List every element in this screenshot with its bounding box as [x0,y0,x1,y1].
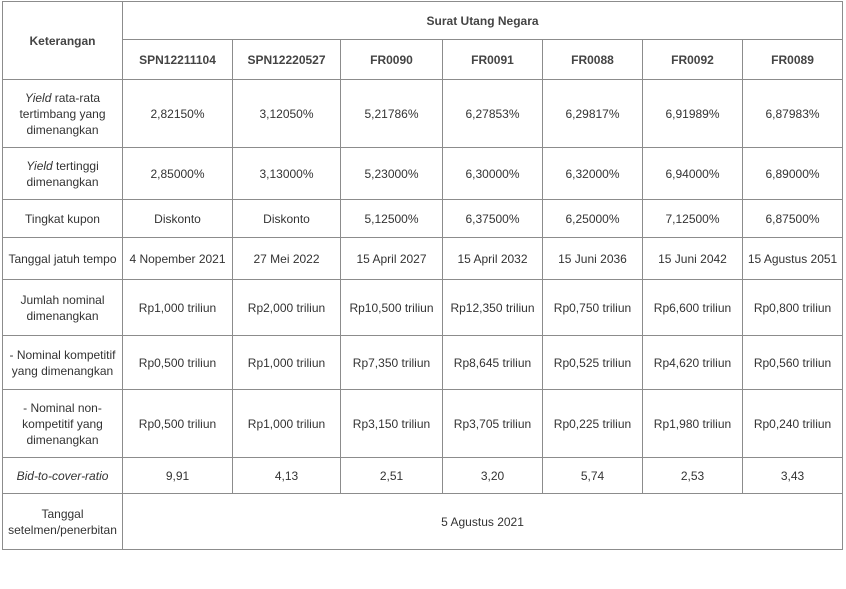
label-italic: Yield [26,158,53,173]
label-italic: Yield [24,90,52,105]
row-label: Tanggal jatuh tempo [3,238,123,280]
table-cell: Rp3,705 triliun [443,390,543,458]
row-label: Bid-to-cover-ratio [3,458,123,494]
table-cell: 7,12500% [643,200,743,238]
label-rest: tertinggi dimenangkan [26,158,99,189]
table-cell: Diskonto [233,200,341,238]
row-label [3,80,123,148]
table-cell: Rp1,980 triliun [643,390,743,458]
table-cell: Rp0,525 triliun [543,336,643,390]
header-series: FR0088 [543,40,643,80]
table-cell: Rp1,000 triliun [233,390,341,458]
row-nominal-kompetitif [3,336,843,390]
row-label [3,148,123,200]
table-cell: Rp7,350 triliun [341,336,443,390]
auction-results-table [2,1,843,550]
row-label: Jumlah nominal dimenangkan [3,280,123,336]
table-cell: 6,27853% [443,80,543,148]
table-cell: Rp0,560 triliun [743,336,843,390]
header-series: FR0089 [743,40,843,80]
header-series: FR0090 [341,40,443,80]
table-cell: 6,89000% [743,148,843,200]
row-tingkat-kupon [3,200,843,238]
header-series: FR0091 [443,40,543,80]
table-cell: 3,43 [743,458,843,494]
table-cell: Rp2,000 triliun [233,280,341,336]
table-cell: 3,20 [443,458,543,494]
table-cell: Rp0,240 triliun [743,390,843,458]
table-cell: 6,87983% [743,80,843,148]
row-jatuh-tempo [3,238,843,280]
table-cell: 6,29817% [543,80,643,148]
table-cell: 2,51 [341,458,443,494]
row-label: - Nominal kompetitif yang dimenangkan [3,336,123,390]
header-surat-utang-negara: Surat Utang Negara [123,2,843,40]
table-cell: Rp12,350 triliun [443,280,543,336]
table-cell: Rp3,150 triliun [341,390,443,458]
table-cell-setelmen: 5 Agustus 2021 [123,494,843,550]
table-cell: Rp8,645 triliun [443,336,543,390]
label-rest: rata-rata tertimbang yang dimenangkan [19,90,106,137]
row-jumlah-nominal [3,280,843,336]
header-row-group [3,2,843,40]
table-cell: 5,21786% [341,80,443,148]
table-cell: 15 Juni 2042 [643,238,743,280]
table-cell: Rp0,500 triliun [123,390,233,458]
header-series: FR0092 [643,40,743,80]
table-cell: Rp10,500 triliun [341,280,443,336]
header-series: SPN12211104 [123,40,233,80]
row-bid-to-cover [3,458,843,494]
table-cell: 5,12500% [341,200,443,238]
row-yield-tertinggi [3,148,843,200]
table-cell: Rp0,500 triliun [123,336,233,390]
row-label: - Nominal non-kompetitif yang dimenangkan [3,390,123,458]
header-keterangan: Keterangan [3,2,123,80]
table-cell: 3,12050% [233,80,341,148]
table-cell: 5,23000% [341,148,443,200]
table-cell: 4 Nopember 2021 [123,238,233,280]
table-cell: 2,82150% [123,80,233,148]
table-cell: Rp1,000 triliun [123,280,233,336]
table-cell: Rp6,600 triliun [643,280,743,336]
table-cell: Diskonto [123,200,233,238]
row-nominal-non-kompetitif [3,390,843,458]
table-cell: Rp0,225 triliun [543,390,643,458]
row-yield-rata-rata [3,80,843,148]
table-cell: Rp1,000 triliun [233,336,341,390]
table-cell: Rp0,800 triliun [743,280,843,336]
table-cell: 15 Agustus 2051 [743,238,843,280]
row-label: Tanggal setelmen/penerbitan [3,494,123,550]
table-cell: 6,30000% [443,148,543,200]
row-label: Tingkat kupon [3,200,123,238]
table-cell: 15 April 2027 [341,238,443,280]
table-cell: 2,85000% [123,148,233,200]
table-cell: 15 April 2032 [443,238,543,280]
header-series: SPN12220527 [233,40,341,80]
table-cell: 6,32000% [543,148,643,200]
table-cell: Rp0,750 triliun [543,280,643,336]
table-cell: 27 Mei 2022 [233,238,341,280]
table-cell: 6,91989% [643,80,743,148]
table-cell: 4,13 [233,458,341,494]
table-cell: 2,53 [643,458,743,494]
table-cell: 6,25000% [543,200,643,238]
table-cell: Rp4,620 triliun [643,336,743,390]
table-cell: 6,87500% [743,200,843,238]
table-cell: 6,94000% [643,148,743,200]
header-row-series [3,40,843,80]
table-cell: 6,37500% [443,200,543,238]
table-cell: 15 Juni 2036 [543,238,643,280]
row-tanggal-setelmen [3,494,843,550]
table-cell: 5,74 [543,458,643,494]
table-cell: 9,91 [123,458,233,494]
table-cell: 3,13000% [233,148,341,200]
